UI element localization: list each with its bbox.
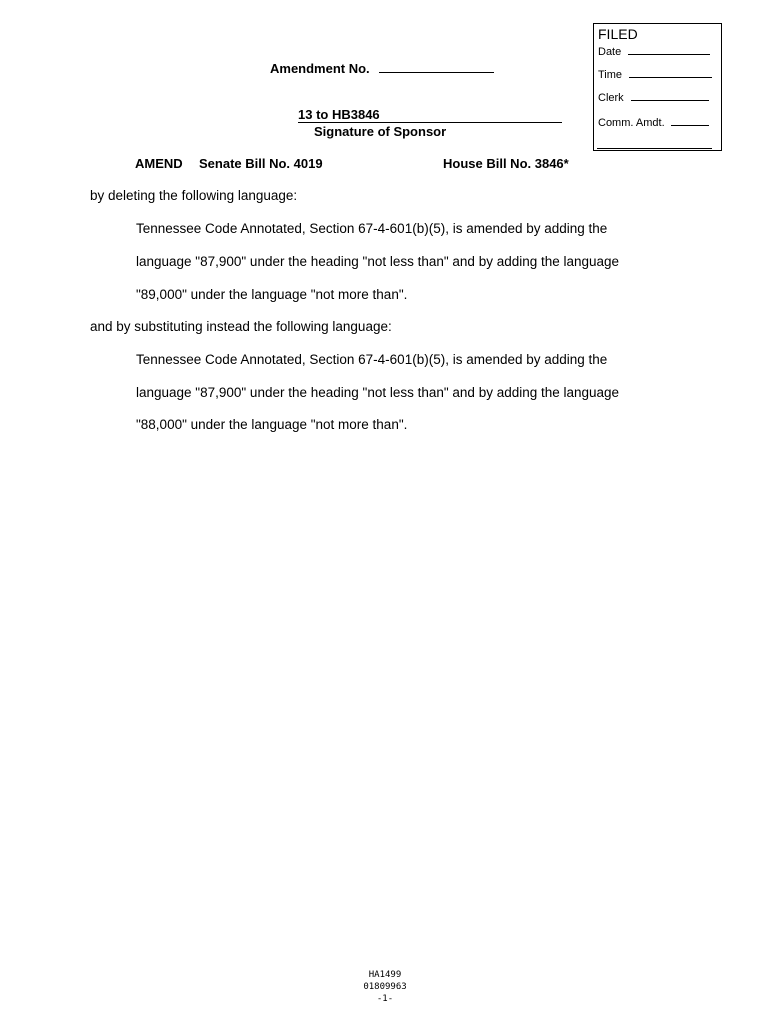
filed-clerk-label: Clerk [598,92,624,104]
filed-box [593,23,722,151]
filed-title: FILED [598,26,638,42]
footer-page-number: -1- [376,994,394,1004]
footer-number: 01809963 [363,982,407,992]
deleted-line-3: "89,000" under the language "not more than". [136,287,408,302]
amendment-number-blank [379,60,494,73]
senate-bill-number: Senate Bill No. 4019 [199,156,323,171]
deleted-line-2: language "87,900" under the heading "not less than" and by adding the language [136,254,620,269]
amendment-label: Amendment No. [270,61,370,76]
footer-code: HA1499 [368,970,402,980]
bill-reference-underline [298,108,562,123]
deleted-line-1: Tennessee Code Annotated, Section 67-4-601(b)(5), is amended by adding the [136,221,608,236]
substitute-line-3: "88,000" under the language "not more than". [136,417,408,432]
filed-comm-amdt-blank [671,116,709,126]
filed-date-blank [628,45,710,55]
filed-clerk-blank [631,91,709,101]
filed-time-row [598,68,712,81]
filed-time-label: Time [598,69,623,81]
filed-extra-blank [597,139,712,149]
filed-date-row [598,45,710,58]
amend-label: AMEND [135,156,183,171]
substitute-line-1: Tennessee Code Annotated, Section 67-4-601(b)(5), is amended by adding the [136,352,608,367]
signature-of-sponsor: Signature of Sponsor [314,124,447,139]
filed-date-label: Date [598,46,622,58]
house-bill-number: House Bill No. 3846* [443,156,569,171]
amendment-number-line [270,60,494,76]
filed-comm-amdt-label: Comm. Amdt. [598,117,665,129]
substitute-line-2: language "87,900" under the heading "not less than" and by adding the language [136,385,620,400]
bill-reference-line [298,107,562,123]
intro-substitute-text: and by substituting instead the following language: [90,319,392,334]
filed-time-blank [629,68,712,78]
filed-clerk-row [598,91,709,104]
filed-comm-amdt-row [598,116,709,129]
bill-reference: 13 to HB3846 [298,107,380,122]
intro-delete-text: by deleting the following language: [90,188,298,203]
